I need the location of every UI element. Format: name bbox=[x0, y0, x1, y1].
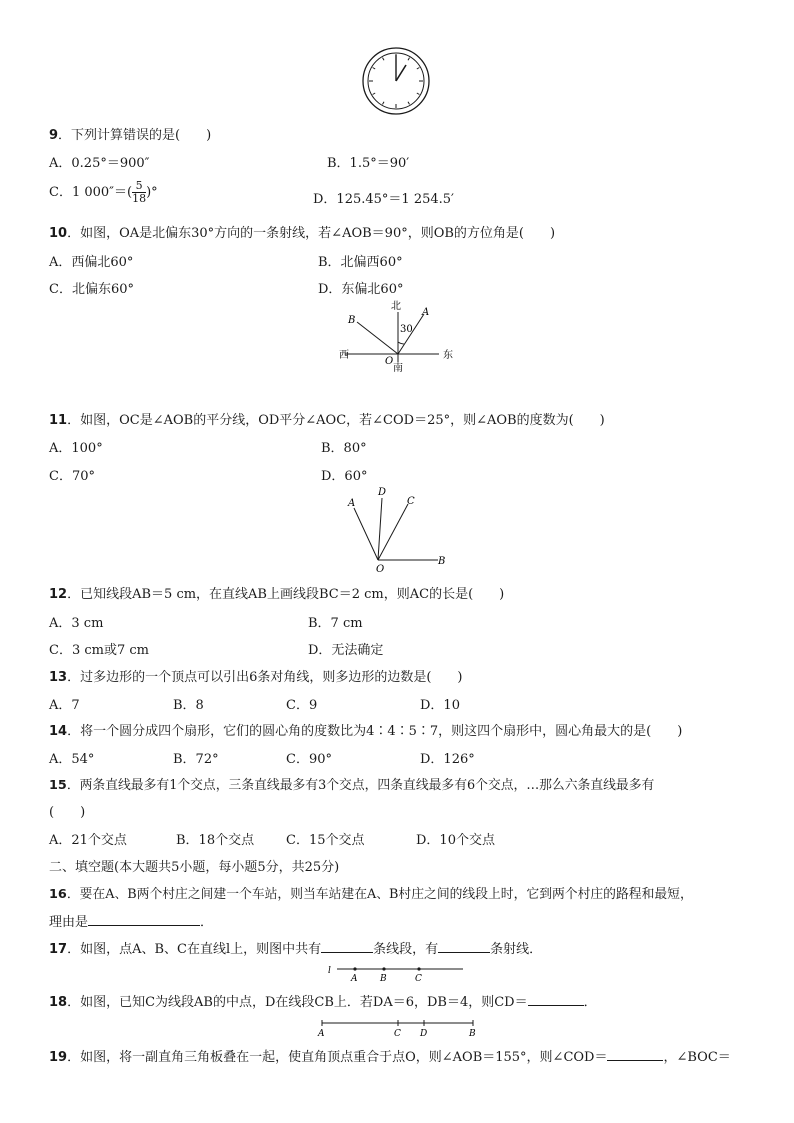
hour-hand bbox=[396, 65, 406, 81]
option-c: C．9 bbox=[286, 698, 318, 713]
option-c-suffix: )° bbox=[146, 185, 158, 200]
question-number: 18 bbox=[49, 995, 68, 1010]
option-b: B．80° bbox=[321, 441, 367, 456]
question-number: 10 bbox=[49, 226, 68, 241]
label-angle: 30 bbox=[400, 324, 413, 335]
option-b: B．72° bbox=[173, 752, 219, 767]
question-19 bbox=[49, 1046, 731, 1065]
option-a: A．21个交点 bbox=[49, 833, 127, 848]
option-b: B．1.5°＝90′ bbox=[327, 156, 410, 171]
question-18 bbox=[49, 991, 597, 1010]
question-stem: ．如图，OC是∠AOB的平分线，OD平分∠AOC，若∠COD＝25°，则∠AOB的度数为( ) bbox=[67, 413, 605, 428]
label-east: 东 bbox=[443, 350, 453, 361]
question-stem: ．如图，已知C为线段AB的中点，D在线段CB上．若DA＝6，DB＝4，则CD＝ bbox=[67, 995, 528, 1010]
compass-figure bbox=[335, 298, 465, 374]
question-9 bbox=[49, 124, 211, 143]
option-b: B．8 bbox=[173, 698, 204, 713]
label-c: C bbox=[394, 1029, 401, 1039]
angle-figure bbox=[340, 484, 455, 576]
option-b: B．7 cm bbox=[308, 616, 363, 631]
label-a: A bbox=[351, 974, 358, 984]
label-b: B bbox=[469, 1029, 476, 1039]
period: ． bbox=[200, 915, 214, 930]
segment-figure bbox=[313, 1017, 483, 1039]
label-b: B bbox=[438, 556, 446, 567]
question-stem: ．要在A、B两个村庄之间建一个车站，则当车站建在A、B村庄之间的线段上时，它到两个村庄的路程和最短， bbox=[66, 887, 693, 902]
label-b: B bbox=[348, 315, 356, 326]
question-15 bbox=[49, 774, 654, 793]
question-stem: ．将一个圆分成四个扇形，它们的圆心角的度数比为4∶4∶5∶7，则这四个扇形中，圆心角最大的是( ) bbox=[67, 724, 683, 739]
label-o: O bbox=[376, 564, 385, 575]
answer-blank-segments[interactable] bbox=[321, 940, 373, 953]
question-11 bbox=[49, 409, 605, 428]
period: ． bbox=[583, 995, 597, 1010]
question-number: 16 bbox=[49, 887, 67, 902]
label-c: C bbox=[407, 496, 415, 507]
label-o: O bbox=[385, 356, 394, 367]
label-a: A bbox=[422, 307, 430, 318]
label-north: 北 bbox=[391, 301, 401, 312]
question-17 bbox=[49, 938, 542, 957]
question-end: ，∠BOC＝ bbox=[663, 1050, 731, 1065]
label-b: B bbox=[380, 974, 387, 984]
line-l-figure bbox=[325, 962, 470, 984]
question-number: 17 bbox=[49, 942, 68, 957]
label-south: 南 bbox=[393, 363, 403, 374]
question-16-line2 bbox=[49, 911, 213, 930]
section-heading: 二、填空题(本大题共5小题，每小题5分，共25分) bbox=[49, 860, 340, 875]
option-a: A．54° bbox=[49, 752, 95, 767]
label-d: D bbox=[420, 1029, 428, 1039]
question-14 bbox=[49, 720, 682, 739]
question-13 bbox=[49, 666, 463, 685]
option-a: A．100° bbox=[49, 441, 103, 456]
question-number: 9 bbox=[49, 128, 59, 143]
question-stem: ．两条直线最多有1个交点，三条直线最多有3个交点，四条直线最多有6个交点，…那么六条直线最多有 bbox=[66, 778, 655, 793]
question-mid: 条线段，有 bbox=[373, 942, 439, 957]
question-end: 条射线． bbox=[490, 942, 543, 957]
question-16 bbox=[49, 883, 693, 902]
question-stem: ．如图，OA是北偏东30°方向的一条射线，若∠AOB＝90°，则OB的方位角是( ) bbox=[67, 226, 556, 241]
answer-blank[interactable] bbox=[528, 993, 584, 1006]
question-number: 12 bbox=[49, 587, 68, 602]
question-number: 19 bbox=[49, 1050, 68, 1065]
option-a: A．3 cm bbox=[49, 616, 104, 631]
option-a: A．7 bbox=[49, 698, 80, 713]
fraction-denominator: 18 bbox=[132, 192, 147, 205]
option-c: C．北偏东60° bbox=[49, 282, 134, 297]
fraction-numerator: 5 bbox=[132, 180, 146, 193]
question-stem: ．下列计算错误的是( ) bbox=[58, 128, 212, 143]
label-c: C bbox=[415, 974, 422, 984]
option-d: D．10个交点 bbox=[416, 833, 495, 848]
label-d: D bbox=[378, 487, 387, 498]
option-c-prefix: C．1 000″＝( bbox=[49, 185, 133, 200]
label-l: l bbox=[328, 966, 331, 976]
option-d: D．125.45°＝1 254.5′ bbox=[313, 192, 454, 207]
option-d: D．10 bbox=[420, 698, 460, 713]
option-c: C．15个交点 bbox=[286, 833, 365, 848]
answer-blank-cod[interactable] bbox=[607, 1048, 663, 1061]
question-number: 14 bbox=[49, 724, 68, 739]
option-c: C．90° bbox=[286, 752, 332, 767]
answer-blank[interactable] bbox=[88, 913, 200, 926]
question-12 bbox=[49, 583, 504, 602]
option-d: D．60° bbox=[321, 469, 368, 484]
option-c: C．70° bbox=[49, 469, 95, 484]
question-stem: ．如图，将一副直角三角板叠在一起，使直角顶点重合于点O，则∠AOB＝155°，则∠COD＝ bbox=[67, 1050, 608, 1065]
option-d: D．无法确定 bbox=[308, 643, 384, 658]
question-10 bbox=[49, 222, 555, 241]
reason-label: 理由是 bbox=[49, 915, 89, 930]
option-a: A．0.25°＝900″ bbox=[49, 156, 150, 171]
question-number: 13 bbox=[49, 670, 68, 685]
option-d: D．东偏北60° bbox=[318, 282, 404, 297]
option-b: B．北偏西60° bbox=[318, 255, 403, 270]
option-c: C．3 cm或7 cm bbox=[49, 643, 149, 658]
fraction bbox=[132, 180, 146, 205]
option-a: A．西偏北60° bbox=[49, 255, 134, 270]
option-d: D．126° bbox=[420, 752, 475, 767]
clock-figure bbox=[361, 46, 431, 116]
question-stem: ．已知线段AB＝5 cm，在直线AB上画线段BC＝2 cm，则AC的长是( ) bbox=[67, 587, 505, 602]
option-c bbox=[49, 180, 158, 205]
label-a: A bbox=[318, 1029, 325, 1039]
question-stem: ．过多边形的一个顶点可以引出6条对角线，则多边形的边数是( ) bbox=[67, 670, 463, 685]
label-a: A bbox=[348, 498, 356, 509]
question-number: 11 bbox=[49, 413, 68, 428]
answer-blank-rays[interactable] bbox=[438, 940, 490, 953]
question-number: 15 bbox=[49, 778, 67, 793]
question-stem: ．如图，点A、B、C在直线l上，则图中共有 bbox=[67, 942, 322, 957]
option-b: B．18个交点 bbox=[176, 833, 255, 848]
label-west: 西 bbox=[339, 350, 349, 361]
question-15-paren: ( ) bbox=[49, 805, 86, 820]
